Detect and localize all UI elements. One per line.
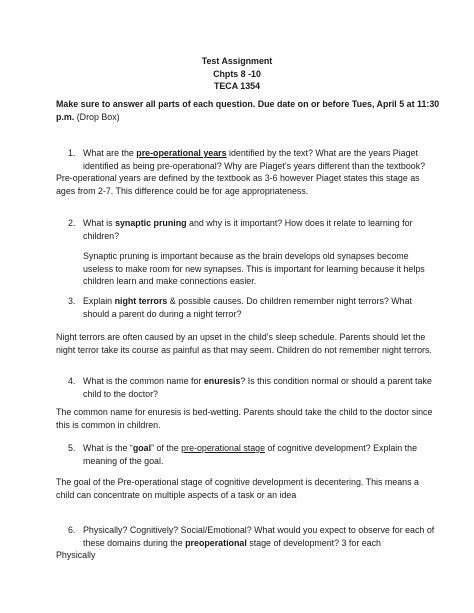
question-1 <box>56 147 436 172</box>
question-number: 5. <box>68 443 76 453</box>
question-keyword: synaptic pruning <box>115 218 187 228</box>
question-number: 3. <box>68 296 76 306</box>
question-text <box>83 147 436 172</box>
question-keyword: enuresis <box>203 376 241 386</box>
question-2 <box>56 217 436 242</box>
question-text <box>83 442 436 467</box>
question-text <box>83 524 436 549</box>
answer-1: Pre-operational years are defined by the textbook as 3-6 however Piaget states this stage as ages from 2-7. This difference could be for age appropriateness. <box>56 173 420 196</box>
question-text <box>83 217 436 242</box>
question-3 <box>56 295 436 320</box>
question-text <box>83 375 436 400</box>
question-keyword: night terrors <box>114 296 168 306</box>
chapters-line: Chpts 8 -10 <box>213 68 261 79</box>
question-text-post: ? Is this condition normal or should a parent take child to the doctor? <box>83 376 432 399</box>
question-text-pre: What are the <box>83 148 137 158</box>
answer-2: Synaptic pruning is important because as the brain develops old synapses become useless to make room for new synapses. This is important for learning because it helps children learn and make connections easier. <box>83 251 425 287</box>
question-text-pre: What is the common name for <box>83 376 204 386</box>
question-keyword: preoperational <box>185 537 247 548</box>
question-keyword: pre-operational years <box>136 148 227 158</box>
question-5 <box>56 442 436 467</box>
question-text-post: and why is it important? How does it relate to learning for children? <box>83 218 413 241</box>
question-4 <box>56 375 436 400</box>
answer-4: The common name for enuresis is bed-wetting. Parents should take the child to the doctor since this is common in children. <box>56 407 433 430</box>
question-6 <box>56 524 436 549</box>
question-text-pre: What is <box>83 218 116 228</box>
answer-3: Night terrors are often caused by an upset in the child’s sleep schedule. Parents should let the night terror take its course as painful as that may seem. Children do not remember night terrors. <box>56 332 432 355</box>
question-text-post: stage of development? 3 for each <box>246 537 381 548</box>
instructions <box>56 98 446 124</box>
question-keyword: goal <box>132 443 152 453</box>
question-number: 2. <box>68 218 76 228</box>
document-title: Test Assignment <box>201 56 273 66</box>
question-text-post: identified by the text? What are the years Piaget identified as being pre-operational? Why are Piaget’s years different than the textbook? <box>83 148 426 171</box>
instructions-bold: Make sure to answer all parts of each question. Due date on or before Tues, April 5 at 11:30 p.m. <box>56 99 440 122</box>
question-keyword-2: pre-operational stage <box>181 443 266 453</box>
question-text <box>83 295 436 320</box>
course-code: TECA 1354 <box>213 81 261 91</box>
question-number: 6. <box>68 525 76 535</box>
question-text-post: & possible causes. Do children remember night terrors? What should a parent do during a night terror? <box>83 296 413 319</box>
answer-5: The goal of the Pre-operational stage of cognitive development is decentering. This means a child can concentrate on multiple aspects of a task or an idea <box>56 477 419 500</box>
question-number: 1. <box>68 148 76 158</box>
question-text-pre: Explain <box>83 296 115 306</box>
answer-6: Physically <box>56 550 96 560</box>
question-text-post: of cognitive development? Explain the meaning of the goal. <box>83 443 418 466</box>
question-text-pre: What is the “ <box>83 443 133 453</box>
instructions-tail: (Drop Box) <box>76 112 120 122</box>
question-text-pre: Physically? Cognitively? Social/Emotional? What would you expect to observe for each of these domains during the <box>83 525 435 548</box>
question-text-mid: ” of the <box>151 443 182 453</box>
question-number: 4. <box>68 376 76 386</box>
